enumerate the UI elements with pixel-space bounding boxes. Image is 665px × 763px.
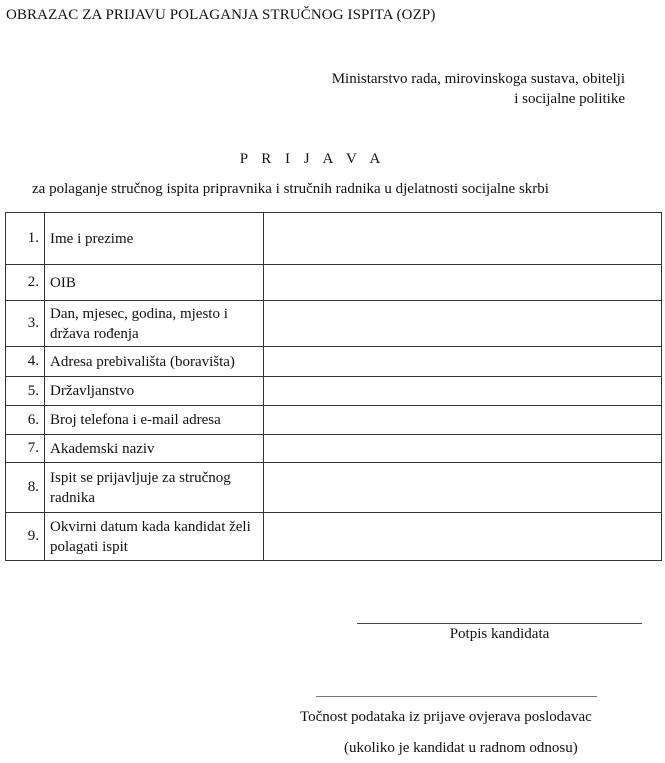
row-number: 4. xyxy=(6,347,45,377)
field-label-exam-type: Ispit se prijavljuje za stručnog radnika xyxy=(45,463,264,513)
form-code-heading: OBRAZAC ZA PRIJAVU POLAGANJA STRUČNOG ISPITA (OZP) xyxy=(6,7,436,23)
row-number: 7. xyxy=(6,435,45,463)
table-row xyxy=(6,406,662,435)
table-row xyxy=(6,377,662,406)
table-row xyxy=(6,463,662,513)
employer-verification-note: (ukoliko je kandidat u radnom odnosu) xyxy=(344,740,578,756)
table-row xyxy=(6,301,662,347)
field-value-exam-type[interactable] xyxy=(264,463,662,513)
field-value-birth-details[interactable] xyxy=(264,301,662,347)
field-value-citizenship[interactable] xyxy=(264,377,662,406)
row-number: 3. xyxy=(6,301,45,347)
employer-verification-line[interactable] xyxy=(316,696,597,697)
field-label-citizenship: Državljanstvo xyxy=(45,377,264,406)
field-label-contact: Broj telefona i e-mail adresa xyxy=(45,406,264,435)
row-number: 8. xyxy=(6,463,45,513)
field-label-address: Adresa prebivališta (boravišta) xyxy=(45,347,264,377)
row-number: 1. xyxy=(6,213,45,265)
field-value-address[interactable] xyxy=(264,347,662,377)
field-label-exam-date: Okvirni datum kada kandidat želi polagati ispit xyxy=(45,513,264,561)
table-row xyxy=(6,213,662,265)
table-row xyxy=(6,513,662,561)
field-label-academic-title: Akademski naziv xyxy=(45,435,264,463)
field-value-contact[interactable] xyxy=(264,406,662,435)
application-table xyxy=(5,212,662,561)
table-row xyxy=(6,265,662,301)
row-number: 9. xyxy=(6,513,45,561)
field-label-birth-details: Dan, mjesec, godina, mjesto i država rođenja xyxy=(45,301,264,347)
ministry-line-2: i socijalne politike xyxy=(514,91,625,107)
row-number: 5. xyxy=(6,377,45,406)
table-row xyxy=(6,347,662,377)
field-label-oib: OIB xyxy=(45,265,264,301)
field-value-academic-title[interactable] xyxy=(264,435,662,463)
table-row xyxy=(6,435,662,463)
field-value-exam-date[interactable] xyxy=(264,513,662,561)
field-value-oib[interactable] xyxy=(264,265,662,301)
document-title: P R I J A V A xyxy=(239,151,386,167)
employer-verification-label: Točnost podataka iz prijave ovjerava poslodavac xyxy=(300,709,592,725)
row-number: 2. xyxy=(6,265,45,301)
ministry-line-1: Ministarstvo rada, mirovinskoga sustava, obitelji xyxy=(331,71,625,87)
recipient-ministry xyxy=(332,69,625,109)
field-value-name[interactable] xyxy=(264,213,662,265)
candidate-signature-line[interactable] xyxy=(357,623,642,624)
document-subtitle: za polaganje stručnog ispita pripravnika i stručnih radnika u djelatnosti socijalne skrbi xyxy=(32,181,549,197)
candidate-signature-label: Potpis kandidata xyxy=(449,626,550,642)
field-label-name: Ime i prezime xyxy=(45,213,264,265)
row-number: 6. xyxy=(6,406,45,435)
